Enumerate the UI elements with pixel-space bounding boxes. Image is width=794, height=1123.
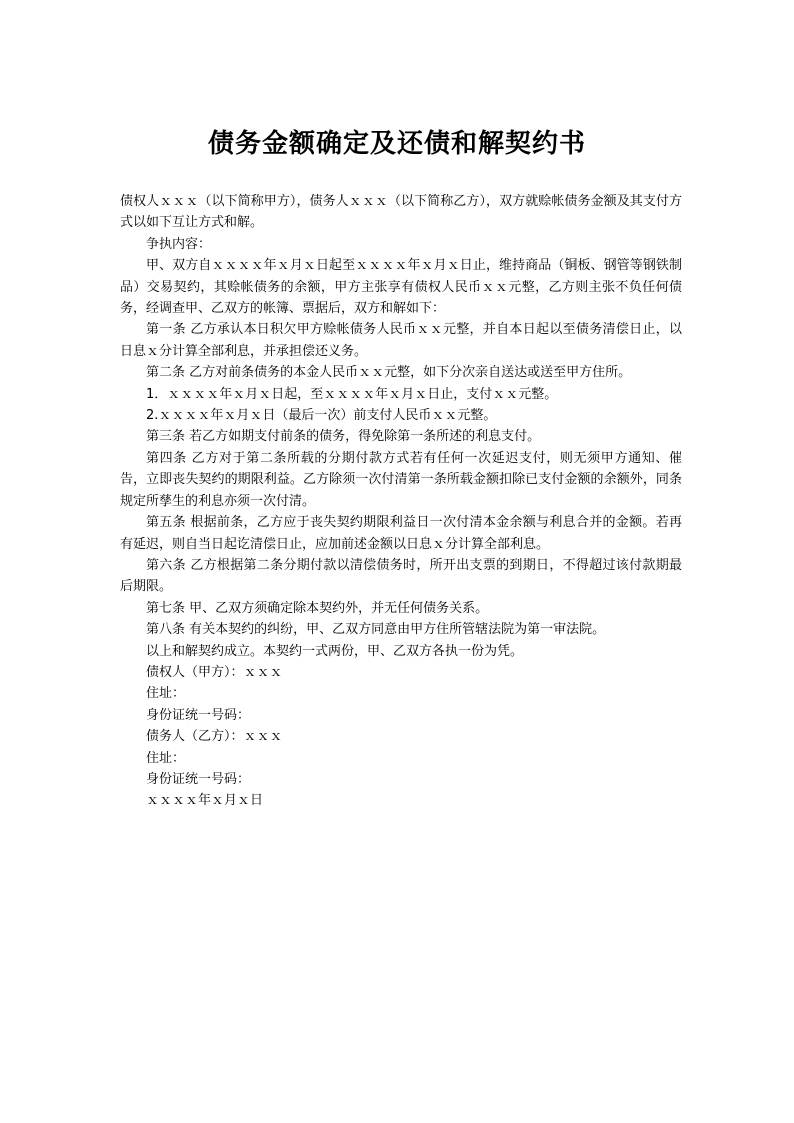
paragraph-dispute-content: 甲、双方自ｘｘｘｘ年ｘ月ｘ日起至ｘｘｘｘ年ｘ月ｘ日止，维持商品（铜板、钢管等钢铁制品）交易契约，其赊帐债务的余额，甲方主张享有债权人民币ｘｘ元整，乙方则主张不负任何债务，经调查甲、乙双方的帐簿、票据后，双方和解如下： — [120, 258, 682, 317]
clause-5: 第五条 根据前条，乙方应于丧失契约期限利益日一次付清本金余额与利息合并的金额。若再有延迟，则自当日起讫清偿日止，应加前述金额以日息ｘ分计算全部利息。 — [120, 515, 682, 552]
clause-4: 第四条 乙方对于第二条所载的分期付款方式若有任何一次延迟支付，则无须甲方通知、催告，立即丧失契约的期限利益。乙方除须一次付清第一条所载金额扣除已支付金额的余额外，同条规定所孳生的利息亦须一次付清。 — [120, 450, 682, 509]
closing-statement: 以上和解契约成立。本契约一式两份，甲、乙双方各执一份为凭。 — [146, 643, 524, 659]
debtor-address-line: 住址： — [146, 750, 186, 766]
clause-7: 第七条 甲、乙双方须确定除本契约外，并无任何债务关系。 — [146, 600, 489, 616]
document-body — [120, 191, 682, 812]
clause-8: 第八条 有关本契约的纠纷，甲、乙双方同意由甲方住所管辖法院为第一审法院。 — [146, 622, 606, 638]
clause-6: 第六条 乙方根据第二条分期付款以清偿债务时，所开出支票的到期日，不得超过该付款期最后期限。 — [120, 557, 682, 595]
debtor-id-line: 身份证统一号码： — [146, 771, 251, 787]
creditor-id-line: 身份证统一号码： — [146, 707, 251, 723]
paragraph-dispute-heading: 争执内容： — [146, 236, 212, 252]
creditor-signature-line: 债权人（甲方）：ｘｘｘ — [146, 664, 283, 680]
clause-1: 第一条 乙方承认本日积欠甲方赊帐债务人民币ｘｘ元整，并自本日起以至债务清偿日止，以日息ｘ分计算全部利息，并承担偿还义务。 — [120, 322, 682, 359]
paragraph-intro: 债权人ｘｘｘ（以下简称甲方），债务人ｘｘｘ（以下简称乙方），双方就赊帐债务金额及其支付方式以如下互让方式和解。 — [120, 194, 682, 231]
date-line: ｘｘｘｘ年ｘ月ｘ日 — [146, 793, 264, 809]
clause-2-item-2: 2.ｘｘｘｘ年ｘ月ｘ日（最后一次）前支付人民币ｘｘ元整。 — [146, 408, 497, 424]
clause-2: 第二条 乙方对前条债务的本金人民币ｘｘ元整，如下分次亲自送达或送至甲方住所。 — [146, 365, 632, 381]
debtor-signature-line: 债务人（乙方）：ｘｘｘ — [146, 729, 283, 745]
clause-3: 第三条 若乙方如期支付前条的债务，得免除第一条所述的利息支付。 — [146, 429, 541, 445]
creditor-address-line: 住址： — [146, 686, 186, 702]
document-title: 债务金额确定及还债和解契约书 — [207, 129, 586, 159]
clause-2-item-1: 1．ｘｘｘｘ年ｘ月ｘ日起，至ｘｘｘｘ年ｘ月ｘ日止，支付ｘｘ元整。 — [146, 386, 558, 402]
